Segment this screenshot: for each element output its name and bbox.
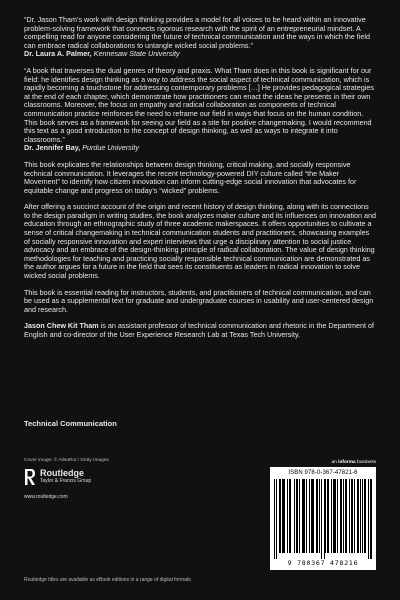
endorser-affiliation: Kennesaw State University xyxy=(93,49,180,59)
publisher-url: www.routledge.com xyxy=(24,494,68,500)
ebook-availability-note: Routledge titles are available as eBook editions in a range of digital formats xyxy=(24,577,191,583)
publisher-block xyxy=(24,468,91,486)
barcode-number: 9 780367 478216 xyxy=(287,559,359,567)
author-name: Jason Chew Kit Tham xyxy=(24,321,99,331)
subject-category: Technical Communication xyxy=(24,419,117,428)
description-text: This book is essential reading for instructors, students, and practitioners of technical communication, and can be used as a supplemental text for graduate and undergraduate courses in usability and user-centered design and research. xyxy=(24,287,374,314)
isbn-label: ISBN 978-0-367-47821-6 xyxy=(288,470,358,476)
description-paragraph-3 xyxy=(24,289,376,315)
endorsement-quote: “A book that traverses the dual genres of theory and praxis. What Tham does in this book is significant for our field: he identifies design thinking as a way to address the social aspect of technical communication, which is rapidly becoming a touchstone for addressing contemporary problems […] He provides pedagogical strategies at the end of each chapter, which demonstrate how practitioners can enact the ideas he presents in their own classrooms. Moreover, the focus on empathy and radical collaboration as components of technical communication practice reinforces the need to reframe our field in ways that focus on the human condition. This book serves as a framework for seeing our field as a site for positive changemaking. I would recommend this text as a good introduction to the concept of design thinking, as well as ways to integrate it into classrooms.” xyxy=(24,65,374,144)
description-paragraph-1 xyxy=(24,161,376,195)
endorser-affiliation: Purdue University xyxy=(82,143,139,153)
isbn-barcode xyxy=(270,467,376,570)
endorsement-2 xyxy=(24,67,376,153)
author-bio xyxy=(24,322,376,339)
author-bio-body: is an assistant professor of technical communication and rhetoric in the Department of English and co-director of the User Experience Research Lab at Texas Tech University. xyxy=(24,321,374,339)
publisher-name: Routledge xyxy=(40,468,84,478)
routledge-logo-icon xyxy=(24,468,36,486)
back-cover-text xyxy=(24,16,376,348)
informa-suffix: business xyxy=(357,460,376,465)
informa-brand: informa xyxy=(338,460,356,465)
endorsement-quote: “Dr. Jason Tham’s work with design thinking provides a model for all voices to be heard within an innovative problem-solving framework that connects rigorous research with the spirit of an entrepreneurial mindset. A compelling read for anyone considering the future of technical communication and the ways in which the field can embrace radical collaborations to untangle wicked social problems.” xyxy=(24,15,370,50)
cover-image-credit: Cover image: © AlisaRut / Getty Images xyxy=(24,458,109,463)
author-bio-text xyxy=(24,322,376,339)
description-paragraph-2 xyxy=(24,203,376,280)
barcode-icon xyxy=(274,479,372,559)
endorsement-attribution: Dr. Jennifer Bay, Purdue University xyxy=(24,143,139,153)
informa-prefix: an xyxy=(331,460,337,465)
endorsement-1 xyxy=(24,16,376,59)
publisher-group: Taylor & Francis Group xyxy=(40,478,92,484)
description-text: This book explicates the relationships between design thinking, critical making, and socially responsive technical communication. It leverages the recent technology-powered DIY culture called “the Maker Movement” to identify how citizen innovation can inform cutting-edge social innovation that advocates for equitable change and progress on today’s “wicked” problems. xyxy=(24,159,357,195)
description-text: After offering a succinct account of the origin and recent history of design thinking, along with its connections to the design paradigm in writing studies, the book analyzes maker culture and its influences on innovation and education through an ethnographic study of three academic makerspaces. It offers opportunities to cultivate a sense of critical changemaking in technical communication students and practitioners, showcasing examples of socially responsive innovation and expert interviews that urge a disciplinary attention to social justice advocacy and an embrace of the design-thinking principle of radical collaboration. The value of design thinking methodologies for teaching and practicing socially responsible technical communication are demonstrated as the author argues for a future in the field that sees its constituents as leaders in radical innovation to solve wicked social problems. xyxy=(24,202,376,281)
endorser-name: Dr. Jennifer Bay xyxy=(24,143,79,153)
endorser-name: Dr. Laura A. Palmer xyxy=(24,49,90,59)
informa-business-label xyxy=(308,460,376,465)
endorsement-attribution: Dr. Laura A. Palmer, Kennesaw State University xyxy=(24,49,180,59)
